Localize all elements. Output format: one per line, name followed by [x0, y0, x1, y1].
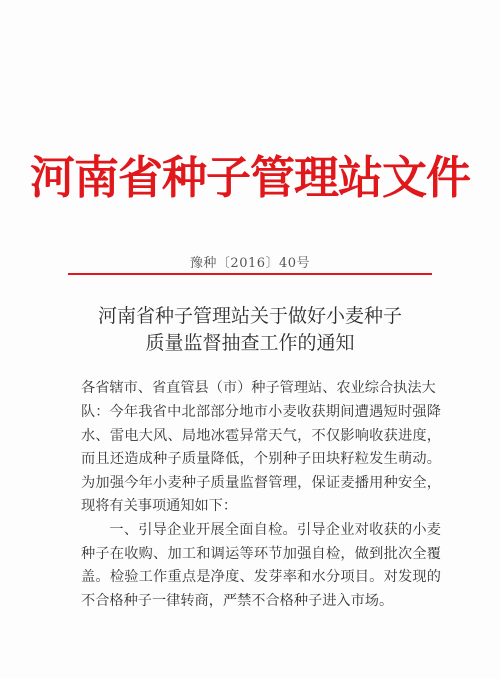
document-number: 豫种〔2016〕40号	[189, 256, 311, 271]
salutation: 各省辖市、省直管县（市）种子管理站、农业综合执法大队：	[81, 380, 436, 420]
masthead-title: 河南省种子管理站文件	[29, 151, 470, 204]
paragraph-item-1: 一、引导企业开展全面自检。引导企业对收获的小麦种子在收购、加工和调运等环节加强自检，做到批次全覆盖。检验工作重点是净度、发芽率和水分项目。对发现的不合格种子一律转商，严禁不合格种子进入市场。	[81, 522, 441, 609]
notice-title-line-1: 河南省种子管理站关于做好小麦种子	[97, 305, 402, 327]
red-divider-line	[68, 273, 432, 275]
paragraph-intro: 今年我省中北部部分地市小麦收获期间遭遇短时强降水、雷电大风、局地冰雹异常天气，不仅影响收获进度，而且还造成种子质量降低，个别种子田块籽粒发生萌动。为加强今年小麦种子质量监督管理，保证麦播用种安全，现将有关事项通知如下：	[81, 404, 441, 514]
notice-title-line-2: 质量监督抽查工作的通知	[145, 332, 355, 354]
